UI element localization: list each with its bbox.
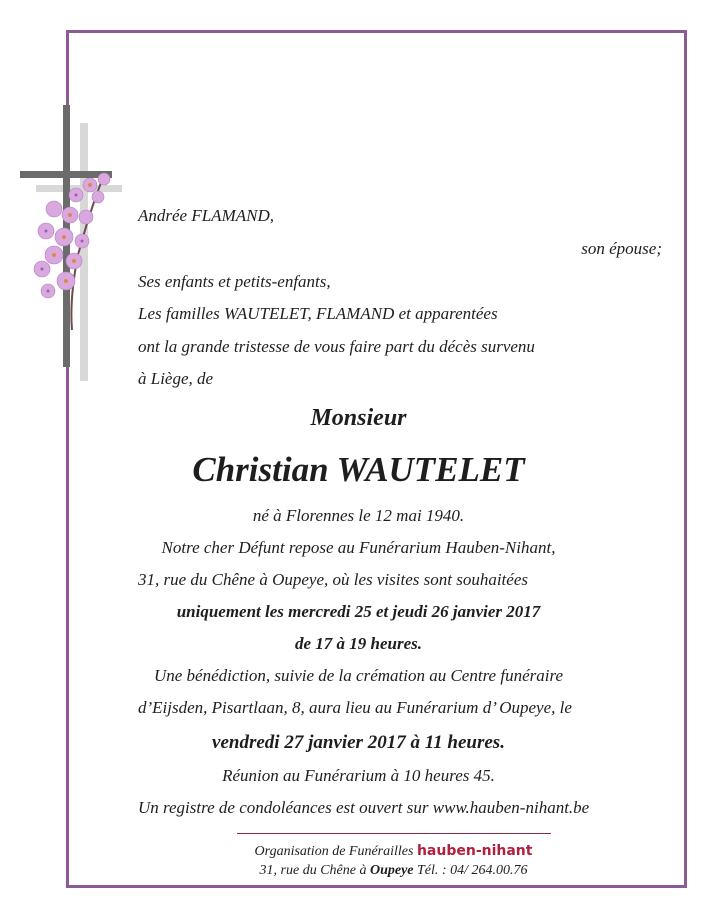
honorific: Monsieur <box>310 405 407 431</box>
phone-number: Tél. : 04/ 264.00.76 <box>417 863 528 878</box>
family-line: ont la grande tristesse de vous faire part du décès survenu <box>138 337 535 356</box>
ceremony-date: vendredi 27 janvier 2017 à 11 heures. <box>212 732 505 753</box>
spouse-role: son épouse; <box>581 239 662 258</box>
family-line: Les familles WAUTELET, FLAMAND et apparentées <box>138 304 498 323</box>
footer-address <box>0 862 717 879</box>
condolence-register: Un registre de condoléances est ouvert sur www.hauben-nihant.be <box>138 798 590 817</box>
footer-divider <box>237 833 551 834</box>
cross-with-orchid-icon <box>18 105 128 390</box>
ceremony-line: d’Eijsden, Pisartlaan, 8, aura lieu au Funérarium d’ Oupeye, le <box>138 698 572 717</box>
family-line: Ses enfants et petits-enfants, <box>138 272 331 291</box>
brand-logo: hauben-nihant <box>416 843 533 859</box>
family-line: à Liège, de <box>138 369 214 388</box>
address-prefix: 31, rue du Chêne à <box>259 863 367 878</box>
spouse-name: Andrée FLAMAND, <box>138 206 274 225</box>
ceremony-line: Une bénédiction, suivie de la crémation au Centre funéraire <box>153 666 563 685</box>
gathering-info: Réunion au Funérarium à 10 heures 45. <box>222 766 495 785</box>
visit-line: 31, rue du Chêne à Oupeye, où les visites sont souhaitées <box>138 570 528 589</box>
birth-info: né à Florennes le 12 mai 1940. <box>252 506 465 525</box>
visit-hours: de 17 à 19 heures. <box>294 634 423 653</box>
organisation-label: Organisation de Funérailles <box>254 844 414 859</box>
address-town: Oupeye <box>369 863 414 878</box>
visit-line: Notre cher Défunt repose au Funérarium Hauben-Nihant, <box>161 538 556 557</box>
visit-dates: uniquement les mercredi 25 et jeudi 26 janvier 2017 <box>176 602 541 621</box>
deceased-name: Christian WAUTELET <box>192 450 525 489</box>
footer-organisation <box>0 843 717 860</box>
